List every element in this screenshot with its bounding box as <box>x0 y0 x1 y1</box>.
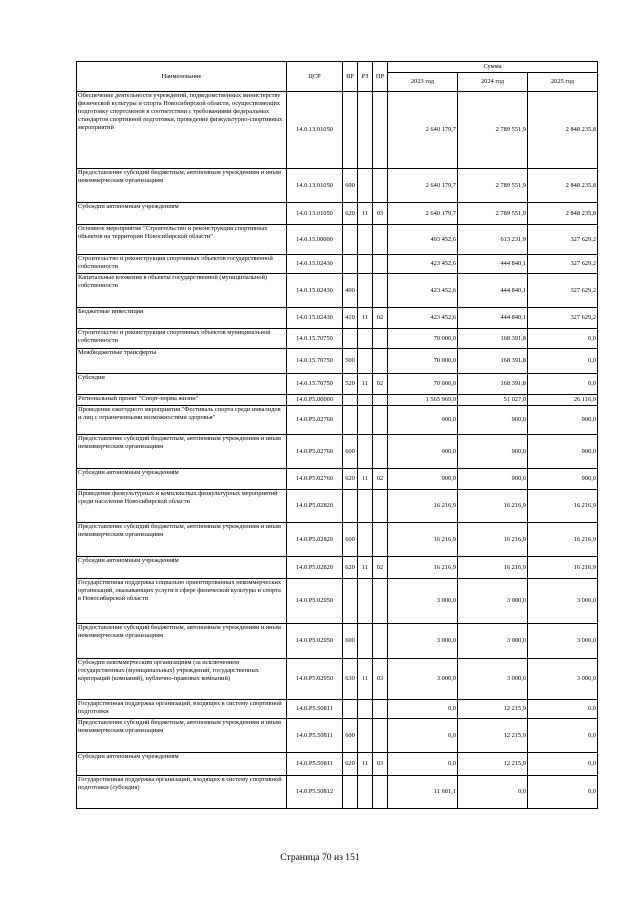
cell-2025: 327 629,2 <box>528 255 598 274</box>
cell-2025: 0,0 <box>528 700 598 719</box>
cell-2023: 900,0 <box>388 435 458 469</box>
table-row <box>77 624 598 659</box>
cell-rz: 11 <box>358 557 373 579</box>
cell-2024: 12 215,9 <box>458 700 528 719</box>
cell-pr <box>373 349 388 374</box>
cell-2024: 900,0 <box>458 469 528 490</box>
cell-2025: 900,0 <box>528 435 598 469</box>
cell-2024: 2 789 551,9 <box>458 169 528 203</box>
cell-pr: 03 <box>373 203 388 225</box>
cell-rz <box>358 523 373 557</box>
cell-2024: 16 216,9 <box>458 490 528 523</box>
cell-2025: 2 848 235,8 <box>528 203 598 225</box>
cell-2023: 2 640 179,7 <box>388 203 458 225</box>
cell-2024: 3 000,0 <box>458 579 528 624</box>
cell-vr: 620 <box>343 753 358 776</box>
table-row <box>77 753 598 776</box>
cell-2024: 444 840,1 <box>458 255 528 274</box>
cell-2025: 2 848 235,8 <box>528 92 598 169</box>
cell-2023: 0,0 <box>388 700 458 719</box>
cell-csr: 14.0.P5.02950 <box>287 624 343 659</box>
cell-2023: 11 681,1 <box>388 776 458 809</box>
cell-pr <box>373 169 388 203</box>
cell-rz <box>358 255 373 274</box>
header-year-2023: 2023 год <box>388 73 458 92</box>
cell-vr <box>343 406 358 435</box>
table-row <box>77 406 598 435</box>
cell-vr: 410 <box>343 308 358 329</box>
table-row <box>77 719 598 753</box>
cell-csr: 14.0.P5.02760 <box>287 406 343 435</box>
cell-rz <box>358 329 373 349</box>
cell-rz <box>358 169 373 203</box>
cell-vr: 620 <box>343 203 358 225</box>
cell-name: Межбюджетные трансферты <box>77 349 287 374</box>
cell-name: Строительство и реконструкция спортивных объектов государственной собственности <box>77 255 287 274</box>
cell-rz <box>358 274 373 308</box>
cell-2023: 423 452,6 <box>388 274 458 308</box>
cell-vr: 600 <box>343 169 358 203</box>
cell-csr: 14.0.P5.50811 <box>287 753 343 776</box>
cell-2025: 0,0 <box>528 374 598 395</box>
cell-vr: 620 <box>343 469 358 490</box>
cell-2025: 0,0 <box>528 753 598 776</box>
cell-2025: 327 629,2 <box>528 225 598 255</box>
cell-csr: 14.0.13.01050 <box>287 169 343 203</box>
cell-pr <box>373 395 388 406</box>
cell-pr: 02 <box>373 469 388 490</box>
cell-csr: 14.0.P5.02760 <box>287 469 343 490</box>
cell-pr <box>373 329 388 349</box>
cell-2025: 2 848 235,8 <box>528 169 598 203</box>
header-vr: ВР <box>343 62 358 92</box>
cell-pr <box>373 225 388 255</box>
cell-2023: 423 452,6 <box>388 308 458 329</box>
cell-rz: 11 <box>358 659 373 700</box>
table-row <box>77 308 598 329</box>
cell-name: Субсидии некоммерческим организациям (за исключением государственных (муниципальных) учреждений, государственных корпораций (компаний), публично-правовых компаний) <box>77 659 287 700</box>
cell-vr: 600 <box>343 719 358 753</box>
table-row <box>77 255 598 274</box>
cell-pr: 02 <box>373 308 388 329</box>
cell-2023: 2 640 179,7 <box>388 169 458 203</box>
cell-pr <box>373 579 388 624</box>
cell-rz <box>358 490 373 523</box>
cell-2025: 26 116,9 <box>528 395 598 406</box>
cell-name: Субсидии автономным учреждениям <box>77 753 287 776</box>
cell-2023: 0,0 <box>388 719 458 753</box>
cell-name: Бюджетные инвестиции <box>77 308 287 329</box>
table-row <box>77 203 598 225</box>
table-row <box>77 274 598 308</box>
header-pr: ПР <box>373 62 388 92</box>
cell-2025: 900,0 <box>528 469 598 490</box>
cell-pr <box>373 700 388 719</box>
cell-csr: 14.0.15.02430 <box>287 274 343 308</box>
cell-rz <box>358 225 373 255</box>
cell-pr <box>373 624 388 659</box>
cell-2025: 327 629,2 <box>528 308 598 329</box>
cell-vr <box>343 255 358 274</box>
cell-2023: 0,0 <box>388 753 458 776</box>
cell-name: Капитальные вложения в объекты государственной (муниципальной) собственности <box>77 274 287 308</box>
cell-rz: 11 <box>358 753 373 776</box>
cell-name: Государственная поддержка организаций, входящих в систему спортивной подготовки (субсидия) <box>77 776 287 809</box>
cell-csr: 14.0.13.01050 <box>287 92 343 169</box>
cell-vr: 500 <box>343 349 358 374</box>
table-row <box>77 776 598 809</box>
table-row <box>77 557 598 579</box>
cell-vr <box>343 776 358 809</box>
table-row <box>77 374 598 395</box>
cell-vr <box>343 329 358 349</box>
cell-rz <box>358 349 373 374</box>
cell-pr <box>373 719 388 753</box>
cell-vr: 600 <box>343 523 358 557</box>
cell-2025: 0,0 <box>528 329 598 349</box>
cell-name: Предоставление субсидий бюджетным, автономным учреждениям и иным некоммерческим организациям <box>77 624 287 659</box>
table-row <box>77 523 598 557</box>
cell-csr: 14.0.P5.00000 <box>287 395 343 406</box>
cell-csr: 14.0.P5.50812 <box>287 776 343 809</box>
cell-2025: 900,0 <box>528 406 598 435</box>
cell-2023: 3 000,0 <box>388 579 458 624</box>
cell-csr: 14.0.P5.02820 <box>287 557 343 579</box>
cell-vr: 400 <box>343 274 358 308</box>
cell-2024: 444 840,1 <box>458 274 528 308</box>
cell-2024: 16 216,9 <box>458 523 528 557</box>
table-row <box>77 435 598 469</box>
header-csr: ЦСР <box>287 62 343 92</box>
header-year-2025: 2025 год <box>528 73 598 92</box>
table-row <box>77 349 598 374</box>
cell-pr <box>373 406 388 435</box>
cell-csr: 14.0.P5.02820 <box>287 490 343 523</box>
cell-name: Проведение ежегодного мероприятия "Фестиваль спорта среди инвалидов и лиц с ограниченными возможностями здоровья" <box>77 406 287 435</box>
cell-vr: 520 <box>343 374 358 395</box>
cell-2024: 613 231,9 <box>458 225 528 255</box>
cell-name: Предоставление субсидий бюджетным, автономным учреждениям и иным некоммерческим организациям <box>77 169 287 203</box>
cell-2024: 168 391,8 <box>458 349 528 374</box>
cell-pr <box>373 92 388 169</box>
cell-csr: 14.0.P5.02760 <box>287 435 343 469</box>
cell-vr: 620 <box>343 557 358 579</box>
cell-2024: 900,0 <box>458 435 528 469</box>
cell-csr: 14.0.13.01050 <box>287 203 343 225</box>
cell-2025: 16 216,9 <box>528 557 598 579</box>
header-name: Наименование <box>77 62 287 92</box>
budget-table <box>76 61 598 809</box>
cell-vr <box>343 490 358 523</box>
cell-name: Основное мероприятие "Строительство и реконструкция спортивных объектов на территории Новосибирской области" <box>77 225 287 255</box>
cell-rz <box>358 700 373 719</box>
cell-pr <box>373 490 388 523</box>
cell-2024: 168 391,8 <box>458 374 528 395</box>
cell-2024: 12 215,9 <box>458 753 528 776</box>
cell-rz: 11 <box>358 308 373 329</box>
table-row <box>77 225 598 255</box>
cell-csr: 14.0.P5.02820 <box>287 523 343 557</box>
cell-pr <box>373 255 388 274</box>
cell-2024: 2 789 551,9 <box>458 92 528 169</box>
cell-csr: 14.0.15.02430 <box>287 308 343 329</box>
header-rz: РЗ <box>358 62 373 92</box>
cell-2023: 900,0 <box>388 406 458 435</box>
table-row <box>77 469 598 490</box>
cell-rz <box>358 719 373 753</box>
cell-vr <box>343 579 358 624</box>
cell-rz: 11 <box>358 203 373 225</box>
header-year-2024: 2024 год <box>458 73 528 92</box>
cell-2025: 0,0 <box>528 776 598 809</box>
cell-2025: 16 216,9 <box>528 523 598 557</box>
cell-2023: 70 000,0 <box>388 349 458 374</box>
cell-2023: 2 640 179,7 <box>388 92 458 169</box>
cell-2025: 3 000,0 <box>528 659 598 700</box>
cell-name: Государственная поддержка организаций, входящих в систему спортивной подготовки <box>77 700 287 719</box>
cell-csr: 14.0.15.70750 <box>287 329 343 349</box>
cell-name: Субсидии автономным учреждениям <box>77 557 287 579</box>
cell-csr: 14.0.P5.50811 <box>287 700 343 719</box>
cell-vr: 630 <box>343 659 358 700</box>
cell-name: Субсидии <box>77 374 287 395</box>
cell-pr <box>373 435 388 469</box>
cell-pr: 03 <box>373 753 388 776</box>
cell-csr: 14.0.P5.02950 <box>287 579 343 624</box>
cell-name: Обеспечение деятельности учреждений, подведомственных министерству физической культуры и спорта Новосибирской области, осуществляющих подготовку спортсменов в соответствии с требованиями федеральных стандартов спортивной подготовки, проведение физкультурно-спортивных мероприятий <box>77 92 287 169</box>
cell-rz <box>358 92 373 169</box>
cell-2025: 16 216,9 <box>528 490 598 523</box>
cell-name: Предоставление субсидий бюджетным, автономным учреждениям и иным некоммерческим организациям <box>77 435 287 469</box>
table-body <box>77 92 598 809</box>
cell-rz <box>358 395 373 406</box>
cell-rz <box>358 624 373 659</box>
cell-2023: 423 452,6 <box>388 255 458 274</box>
cell-2024: 51 027,0 <box>458 395 528 406</box>
cell-2023: 16 216,9 <box>388 557 458 579</box>
table-row <box>77 700 598 719</box>
cell-rz <box>358 435 373 469</box>
cell-2024: 12 215,9 <box>458 719 528 753</box>
cell-pr <box>373 523 388 557</box>
cell-2023: 16 216,9 <box>388 490 458 523</box>
cell-vr <box>343 395 358 406</box>
cell-csr: 14.0.15.70750 <box>287 374 343 395</box>
cell-csr: 14.0.P5.50811 <box>287 719 343 753</box>
cell-name: Строительство и реконструкция спортивных объектов муниципальной собственности <box>77 329 287 349</box>
cell-2025: 327 629,2 <box>528 274 598 308</box>
cell-2023: 1 565 969,0 <box>388 395 458 406</box>
cell-2024: 2 789 551,9 <box>458 203 528 225</box>
cell-csr: 14.0.15.02430 <box>287 255 343 274</box>
cell-name: Предоставление субсидий бюджетным, автономным учреждениям и иным некоммерческим организациям <box>77 719 287 753</box>
cell-rz <box>358 579 373 624</box>
cell-vr: 600 <box>343 435 358 469</box>
cell-pr: 02 <box>373 557 388 579</box>
cell-vr <box>343 92 358 169</box>
cell-pr: 03 <box>373 659 388 700</box>
cell-2023: 900,0 <box>388 469 458 490</box>
page-number: Страница 70 из 151 <box>280 852 360 863</box>
cell-2024: 3 000,0 <box>458 624 528 659</box>
cell-2025: 3 000,0 <box>528 624 598 659</box>
cell-rz <box>358 776 373 809</box>
cell-vr: 600 <box>343 624 358 659</box>
cell-vr <box>343 700 358 719</box>
table-row <box>77 659 598 700</box>
cell-2025: 3 000,0 <box>528 579 598 624</box>
header-sum: Сумма <box>388 62 598 73</box>
cell-2024: 16 216,9 <box>458 557 528 579</box>
cell-csr: 14.0.P5.02950 <box>287 659 343 700</box>
cell-2023: 70 000,0 <box>388 329 458 349</box>
cell-pr: 02 <box>373 374 388 395</box>
cell-2024: 444 840,1 <box>458 308 528 329</box>
table-row <box>77 92 598 169</box>
cell-vr <box>343 225 358 255</box>
cell-2023: 3 000,0 <box>388 659 458 700</box>
cell-name: Субсидии автономным учреждениям <box>77 469 287 490</box>
cell-name: Государственная поддержка социально ориентированных некоммерческих организаций, оказывающих услуги в сфере физической культуры и спорта в Новосибирской области <box>77 579 287 624</box>
table-row <box>77 490 598 523</box>
cell-2023: 16 216,9 <box>388 523 458 557</box>
cell-2024: 0,0 <box>458 776 528 809</box>
cell-2023: 70 000,0 <box>388 374 458 395</box>
cell-2025: 0,0 <box>528 349 598 374</box>
table-row <box>77 579 598 624</box>
cell-name: Проведение физкультурных и комплексных физкультурных мероприятий среди населения Новосибирской области <box>77 490 287 523</box>
table-row <box>77 329 598 349</box>
cell-name: Предоставление субсидий бюджетным, автономным учреждениям и иным некоммерческим организациям <box>77 523 287 557</box>
cell-pr <box>373 776 388 809</box>
cell-rz: 11 <box>358 469 373 490</box>
cell-csr: 14.0.15.00000 <box>287 225 343 255</box>
cell-rz <box>358 406 373 435</box>
cell-name: Региональный проект "Спорт-норма жизни" <box>77 395 287 406</box>
cell-rz: 11 <box>358 374 373 395</box>
cell-2025: 0,0 <box>528 719 598 753</box>
cell-2023: 3 000,0 <box>388 624 458 659</box>
cell-name: Субсидии автономным учреждениям <box>77 203 287 225</box>
cell-2024: 168 391,8 <box>458 329 528 349</box>
table-row <box>77 169 598 203</box>
table-row <box>77 395 598 406</box>
cell-2024: 900,0 <box>458 406 528 435</box>
cell-2023: 493 452,6 <box>388 225 458 255</box>
cell-csr: 14.0.15.70750 <box>287 349 343 374</box>
cell-2024: 3 000,0 <box>458 659 528 700</box>
cell-pr <box>373 274 388 308</box>
